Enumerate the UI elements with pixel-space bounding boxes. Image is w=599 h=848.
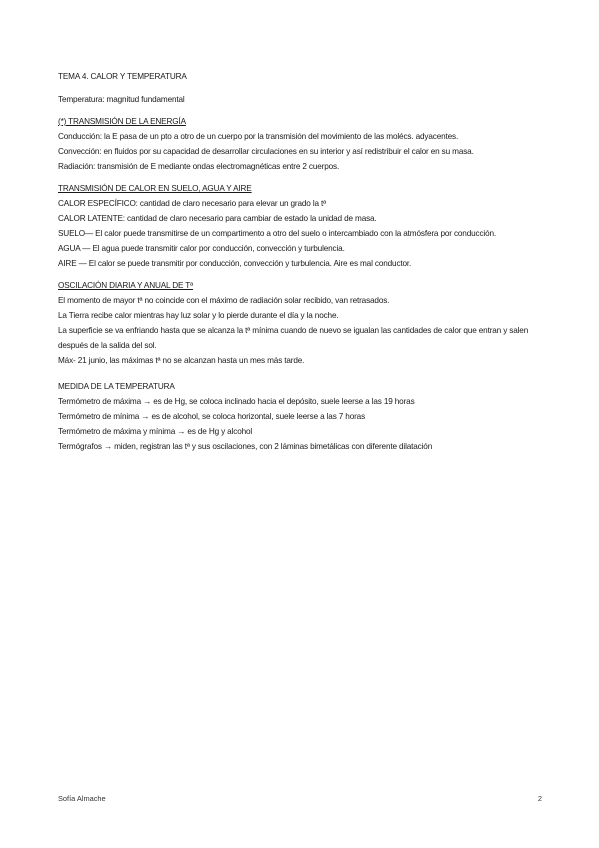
paragraph-line: Termómetro de mínima → es de alcohol, se coloca horizontal, suele leerse a las 7 horas xyxy=(58,412,366,421)
paragraph-line: Termómetro de máxima y mínima → es de Hg y alcohol xyxy=(58,427,253,436)
section-temperature-measurement xyxy=(58,379,548,454)
paragraph-line: Termómetro de máxima → es de Hg, se coloca inclinado hacia el depósito, suele leerse a las 19 horas xyxy=(58,397,415,406)
section-heading: (*) TRANSMISIÓN DE LA ENERGÍA xyxy=(58,117,186,126)
section-energy-transmission xyxy=(58,114,548,174)
paragraph-line: Radiación: transmisión de E mediante ondas electromagnéticas entre 2 cuerpos. xyxy=(58,162,340,171)
paragraph-line: Convección: en fluidos por su capacidad de desarrollar circulaciones en su interior y así redistribuir el calor en su masa. xyxy=(58,147,474,156)
page-footer xyxy=(58,794,542,803)
paragraph-line: Conducción: la E pasa de un pto a otro de un cuerpo por la transmisión del movimiento de las molécs. adyacentes. xyxy=(58,132,459,141)
section-heading: TRANSMISIÓN DE CALOR EN SUELO, AGUA Y AIRE xyxy=(58,184,252,193)
paragraph-line: Máx- 21 junio, las máximas tª no se alcanzan hasta un mes más tarde. xyxy=(58,356,305,365)
section-heading: OSCILACIÓN DIARIA Y ANUAL DE Tª xyxy=(58,281,194,290)
footer-author: Sofía Almache xyxy=(58,794,106,803)
paragraph-line: AGUA — El agua puede transmitir calor por conducción, convección y turbulencia. xyxy=(58,244,345,253)
paragraph-line: El momento de mayor tª no coincide con el máximo de radiación solar recibido, van retrasados. xyxy=(58,296,390,305)
document-subtitle: Temperatura: magnitud fundamental xyxy=(58,95,185,104)
paragraph-line: SUELO— El calor puede transmitirse de un compartimento a otro del suelo o intercambiado con la atmósfera por conducción. xyxy=(58,229,497,238)
document-page xyxy=(58,69,548,454)
paragraph-line: Termógrafos → miden, registran las tª y sus oscilaciones, con 2 láminas bimetálicas con diferente dilatación xyxy=(58,442,433,451)
paragraph-line: CALOR ESPECÍFICO: cantidad de claro necesario para elevar un grado la tª xyxy=(58,199,327,208)
paragraph-line: La Tierra recibe calor mientras hay luz solar y lo pierde durante el día y la noche. xyxy=(58,311,339,320)
document-title: TEMA 4. CALOR Y TEMPERATURA xyxy=(58,72,187,81)
paragraph-line: AIRE — El calor se puede transmitir por conducción, convección y turbulencia. Aire es mal conductor. xyxy=(58,259,412,268)
section-temperature-oscillation xyxy=(58,278,548,368)
page-number: 2 xyxy=(537,794,542,803)
section-heading: MEDIDA DE LA TEMPERATURA xyxy=(58,382,175,391)
paragraph-line: CALOR LATENTE: cantidad de claro necesario para cambiar de estado la unidad de masa. xyxy=(58,214,377,223)
paragraph-line: La superficie se va enfriando hasta que se alcanza la tª mínima cuando de nuevo se igualan las cantidades de calor que entran y salen después de la salida del sol. xyxy=(58,326,529,350)
section-heat-transmission xyxy=(58,181,548,271)
